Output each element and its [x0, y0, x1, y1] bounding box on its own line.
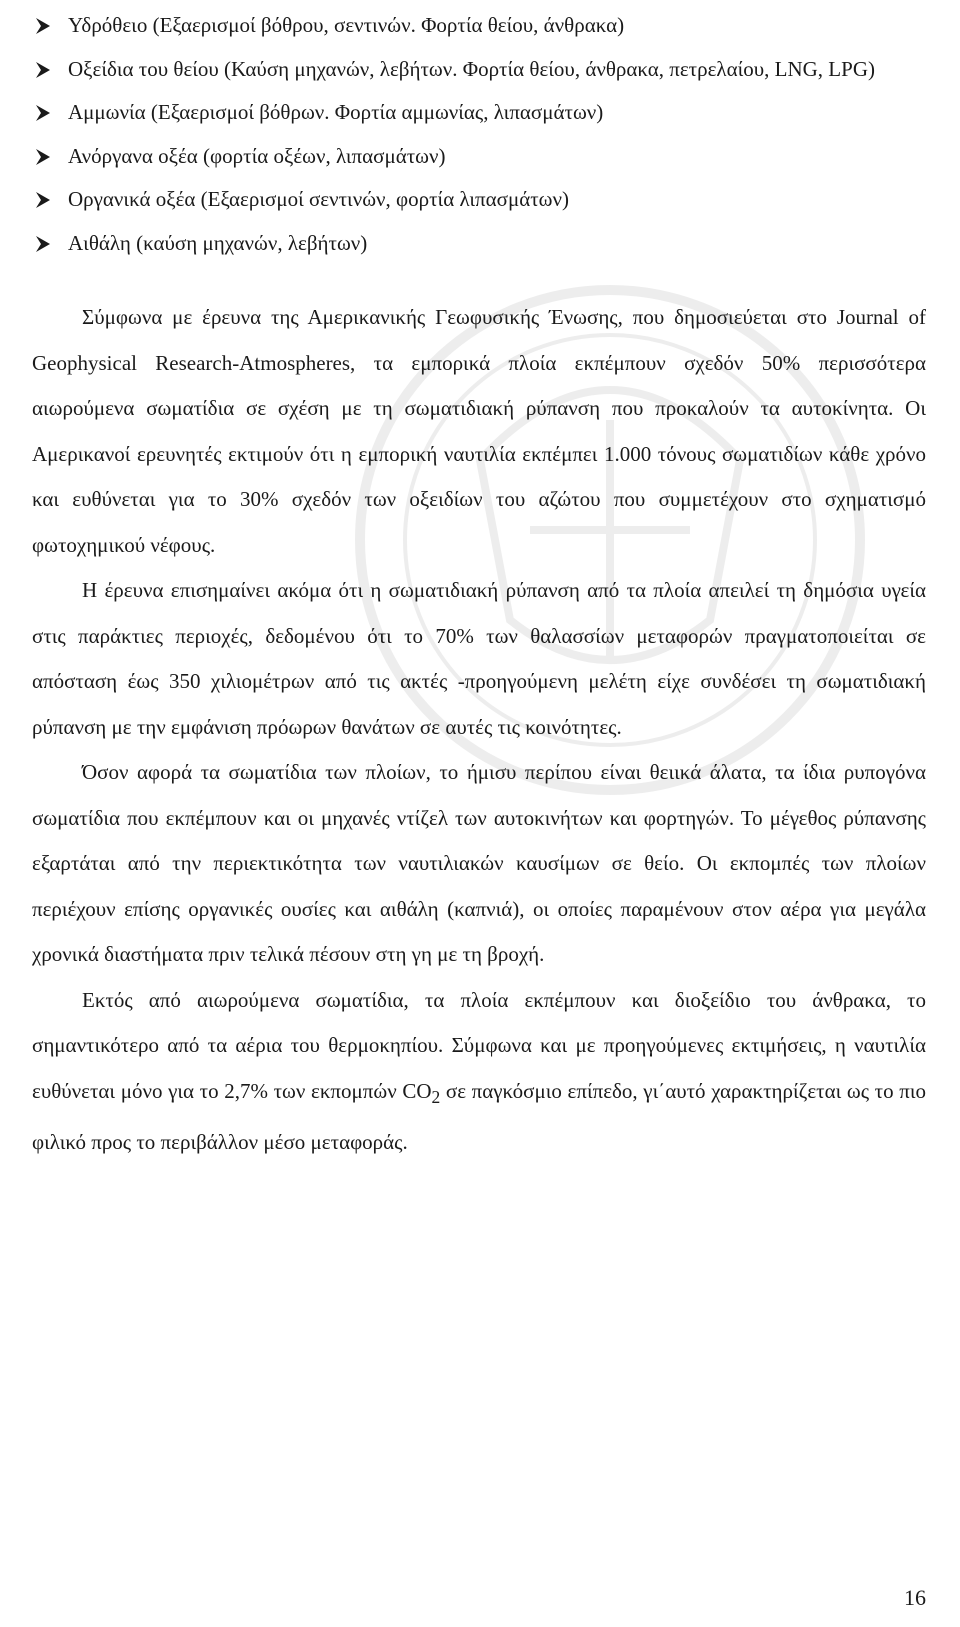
list-item	[32, 178, 926, 222]
page-number: 16	[904, 1585, 926, 1610]
arrowhead-bullet-icon	[32, 48, 54, 92]
list-item-text: Οργανικά οξέα (Εξαερισμοί σεντινών, φορτία λιπασμάτων)	[68, 187, 569, 211]
list-item	[32, 135, 926, 179]
list-item	[32, 4, 926, 48]
list-item	[32, 48, 926, 92]
document-page	[32, 0, 926, 1166]
co2-subscript: 2	[431, 1086, 441, 1107]
paragraph-public-health: Η έρευνα επισημαίνει ακόμα ότι η σωματιδιακή ρύπανση από τα πλοία απειλεί τη δημόσια υγεία στις παράκτιες περιοχές, δεδομένου ότι το 70% των θαλασσίων μεταφορών πραγματοποιείται σε απόσταση έως 350 χιλιομέτρων από τις ακτές -προηγούμενη μελέτη είχε συνδέσει τη σωματιδιακή ρύπανση με την εμφάνιση πρόωρων θανάτων σε αυτές τις κοινότητες.	[32, 578, 926, 739]
paragraph-co2-text-start: Εκτός από αιωρούμενα σωματίδια, τα πλοία εκπέμπουν και διοξείδιο του άνθρακα, το σημαντικότερο από τα αέρια του θερμοκηπίου. Σύμφωνα και με προηγούμενες εκτιμήσεις, η ναυτιλία ευθύνεται μόνο για το 2,7% των εκπομπών CO	[32, 987, 926, 1103]
paragraph-ship-particles: Όσον αφορά τα σωματίδια των πλοίων, το ήμισυ περίπου είναι θειικά άλατα, τα ίδια ρυπογόνα σωματίδια που εκπέμπουν και οι μηχανές ντίζελ των αυτοκινήτων και φορτηγών. Το μέγεθος ρύπανσης εξαρτάται από την περιεκτικότητα των ναυτιλιακών καυσίμων σε θείο. Οι εκπομπές των πλοίων περιέχουν επίσης οργανικές ουσίες και αιθάλη (καπνιά), οι οποίες παραμένουν στον αέρα για μεγάλα χρονικά διαστήματα πριν τελικά πέσουν στη γη με τη βροχή.	[32, 760, 926, 966]
list-item-text: Αμμωνία (Εξαερισμοί βόθρων. Φορτία αμμωνίας, λιπασμάτων)	[68, 100, 604, 124]
list-item	[32, 222, 926, 266]
list-item-text: Αιθάλη (καύση μηχανών, λεβήτων)	[68, 230, 368, 255]
body-text	[32, 295, 926, 1166]
list-item	[32, 91, 926, 135]
list-item-text: Υδρόθειο (Εξαερισμοί βόθρου, σεντινών. Φορτία θείου, άνθρακα)	[68, 13, 625, 37]
paragraph-co2-emissions	[32, 978, 926, 1166]
bullet-list	[32, 0, 926, 265]
arrowhead-bullet-icon	[32, 178, 54, 222]
arrowhead-bullet-icon	[32, 222, 54, 266]
list-item-text: Οξείδια του θείου (Καύση μηχανών, λεβήτων. Φορτία θείου, άνθρακα, πετρελαίου, LNG, LPG)	[68, 56, 875, 81]
arrowhead-bullet-icon	[32, 135, 54, 179]
arrowhead-bullet-icon	[32, 91, 54, 135]
arrowhead-bullet-icon	[32, 4, 54, 48]
paragraph-research-findings: Σύμφωνα με έρευνα της Αμερικανικής Γεωφυσικής Ένωσης, που δημοσιεύεται στο Journal of Geophysical Research-Atmospheres, τα εμπορικά πλοία εκπέμπουν σχεδόν 50% περισσότερα αιωρούμενα σωματίδια σε σχέση με τη σωματιδιακή ρύπανση που προκαλούν τα αυτοκίνητα. Οι Αμερικανοί ερευνητές εκτιμούν ότι η εμπορική ναυτιλία εκπέμπει 1.000 τόνους σωματιδίων κάθε χρόνο και ευθύνεται για το 30% σχεδόν των οξειδίων του αζώτου που συμμετέχουν στο σχηματισμό φωτοχημικού νέφους.	[32, 305, 926, 557]
paragraph-co2-text-end: σε παγκόσμιο επίπεδο, γι΄αυτό χαρακτηρίζεται ως το πιο φιλικό προς το περιβάλλον μέσο μεταφοράς.	[32, 1078, 926, 1155]
list-item-text: Ανόργανα οξέα (φορτία οξέων, λιπασμάτων)	[68, 143, 446, 168]
